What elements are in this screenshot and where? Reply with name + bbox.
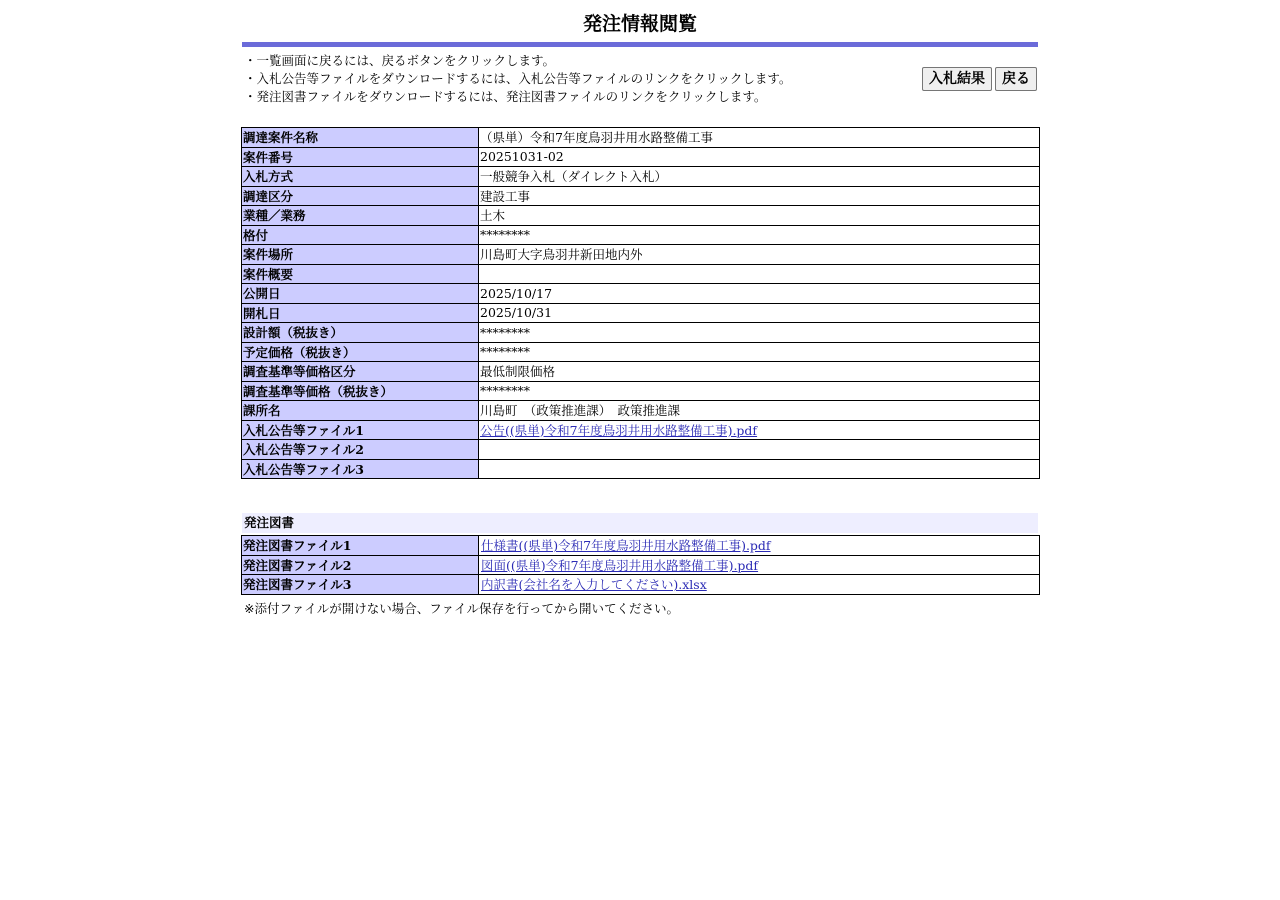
field-label: 発注図書ファイル2 [242,555,479,575]
table-row [242,167,1040,187]
field-value: ******** [479,381,1040,401]
back-button[interactable]: 戻る [995,67,1037,91]
field-value: 最低制限価格 [479,362,1040,382]
table-row [242,575,1040,595]
field-label: 調達区分 [242,186,479,206]
instruction-area [242,47,1038,127]
field-label: 課所名 [242,401,479,421]
action-buttons [922,67,1037,91]
field-value [479,459,1040,479]
page-container [242,0,1038,617]
field-label: 案件番号 [242,147,479,167]
table-row [242,245,1040,265]
field-label: 入札方式 [242,167,479,187]
order-details-table [241,127,1040,479]
field-value: 土木 [479,206,1040,226]
field-label: 調査基準等価格区分 [242,362,479,382]
table-row [242,206,1040,226]
field-value [479,575,1040,595]
table-row [242,225,1040,245]
table-row [242,362,1040,382]
field-label: 公開日 [242,284,479,304]
table-row [242,147,1040,167]
field-label: 入札公告等ファイル2 [242,440,479,460]
field-value: 20251031-02 [479,147,1040,167]
field-label: 設計額（税抜き） [242,323,479,343]
field-value: ******** [479,342,1040,362]
table-row [242,264,1040,284]
field-label: 予定価格（税抜き） [242,342,479,362]
table-row [242,401,1040,421]
field-label: 入札公告等ファイル1 [242,420,479,440]
drawing-file-3-link[interactable]: 内訳書(会社名を入力してください).xlsx [481,577,707,593]
field-label: 案件概要 [242,264,479,284]
drawings-table [241,535,1040,595]
field-label: 発注図書ファイル1 [242,536,479,556]
field-value: 2025/10/17 [479,284,1040,304]
instruction-line: ・入札公告等ファイルをダウンロードするには、入札公告等ファイルのリンクをクリックします。 [244,71,792,86]
table-row [242,420,1040,440]
table-row [242,186,1040,206]
footnote: ※添付ファイルが開けない場合、ファイル保存を行ってから開いてください。 [244,600,679,616]
table-row [242,342,1040,362]
table-row [242,284,1040,304]
field-label: 格付 [242,225,479,245]
table-row [242,459,1040,479]
field-value: ******** [479,225,1040,245]
field-value: 一般競争入札（ダイレクト入札） [479,167,1040,187]
page-title: 発注情報閲覧 [582,13,697,35]
instructions [244,52,791,106]
field-value: 2025/10/31 [479,303,1040,323]
field-value [479,440,1040,460]
table-row [242,323,1040,343]
table-row [242,536,1040,556]
drawing-file-1-link[interactable]: 仕様書((県単)令和7年度鳥羽井用水路整備工事).pdf [481,538,771,554]
section-spacer [242,479,1038,513]
field-label: 発注図書ファイル3 [242,575,479,595]
table-row [242,555,1040,575]
instruction-line: ・発注図書ファイルをダウンロードするには、発注図書ファイルのリンクをクリックします。 [244,89,767,104]
field-value: 川島町大字鳥羽井新田地内外 [479,245,1040,265]
field-value: 川島町 （政策推進課） 政策推進課 [479,401,1040,421]
field-label: 入札公告等ファイル3 [242,459,479,479]
field-value [479,555,1040,575]
field-label: 業種／業務 [242,206,479,226]
field-value: （県単）令和7年度鳥羽井用水路整備工事 [479,128,1040,148]
field-label: 開札日 [242,303,479,323]
instruction-line: ・一覧画面に戻るには、戻るボタンをクリックします。 [244,53,556,68]
field-value [479,264,1040,284]
bid-notice-file-1-link[interactable]: 公告((県単)令和7年度鳥羽井用水路整備工事).pdf [480,422,758,438]
field-value [479,420,1040,440]
table-row [242,381,1040,401]
field-label: 調達案件名称 [242,128,479,148]
field-label: 調査基準等価格（税抜き） [242,381,479,401]
table-row [242,128,1040,148]
drawing-file-2-link[interactable]: 図面((県単)令和7年度鳥羽井用水路整備工事).pdf [481,557,759,573]
field-value [479,536,1040,556]
field-value: 建設工事 [479,186,1040,206]
table-row [242,440,1040,460]
field-label: 案件場所 [242,245,479,265]
drawings-section-title: 発注図書 [242,513,1038,533]
table-row [242,303,1040,323]
bid-results-button[interactable]: 入札結果 [922,67,992,91]
field-value: ******** [479,323,1040,343]
